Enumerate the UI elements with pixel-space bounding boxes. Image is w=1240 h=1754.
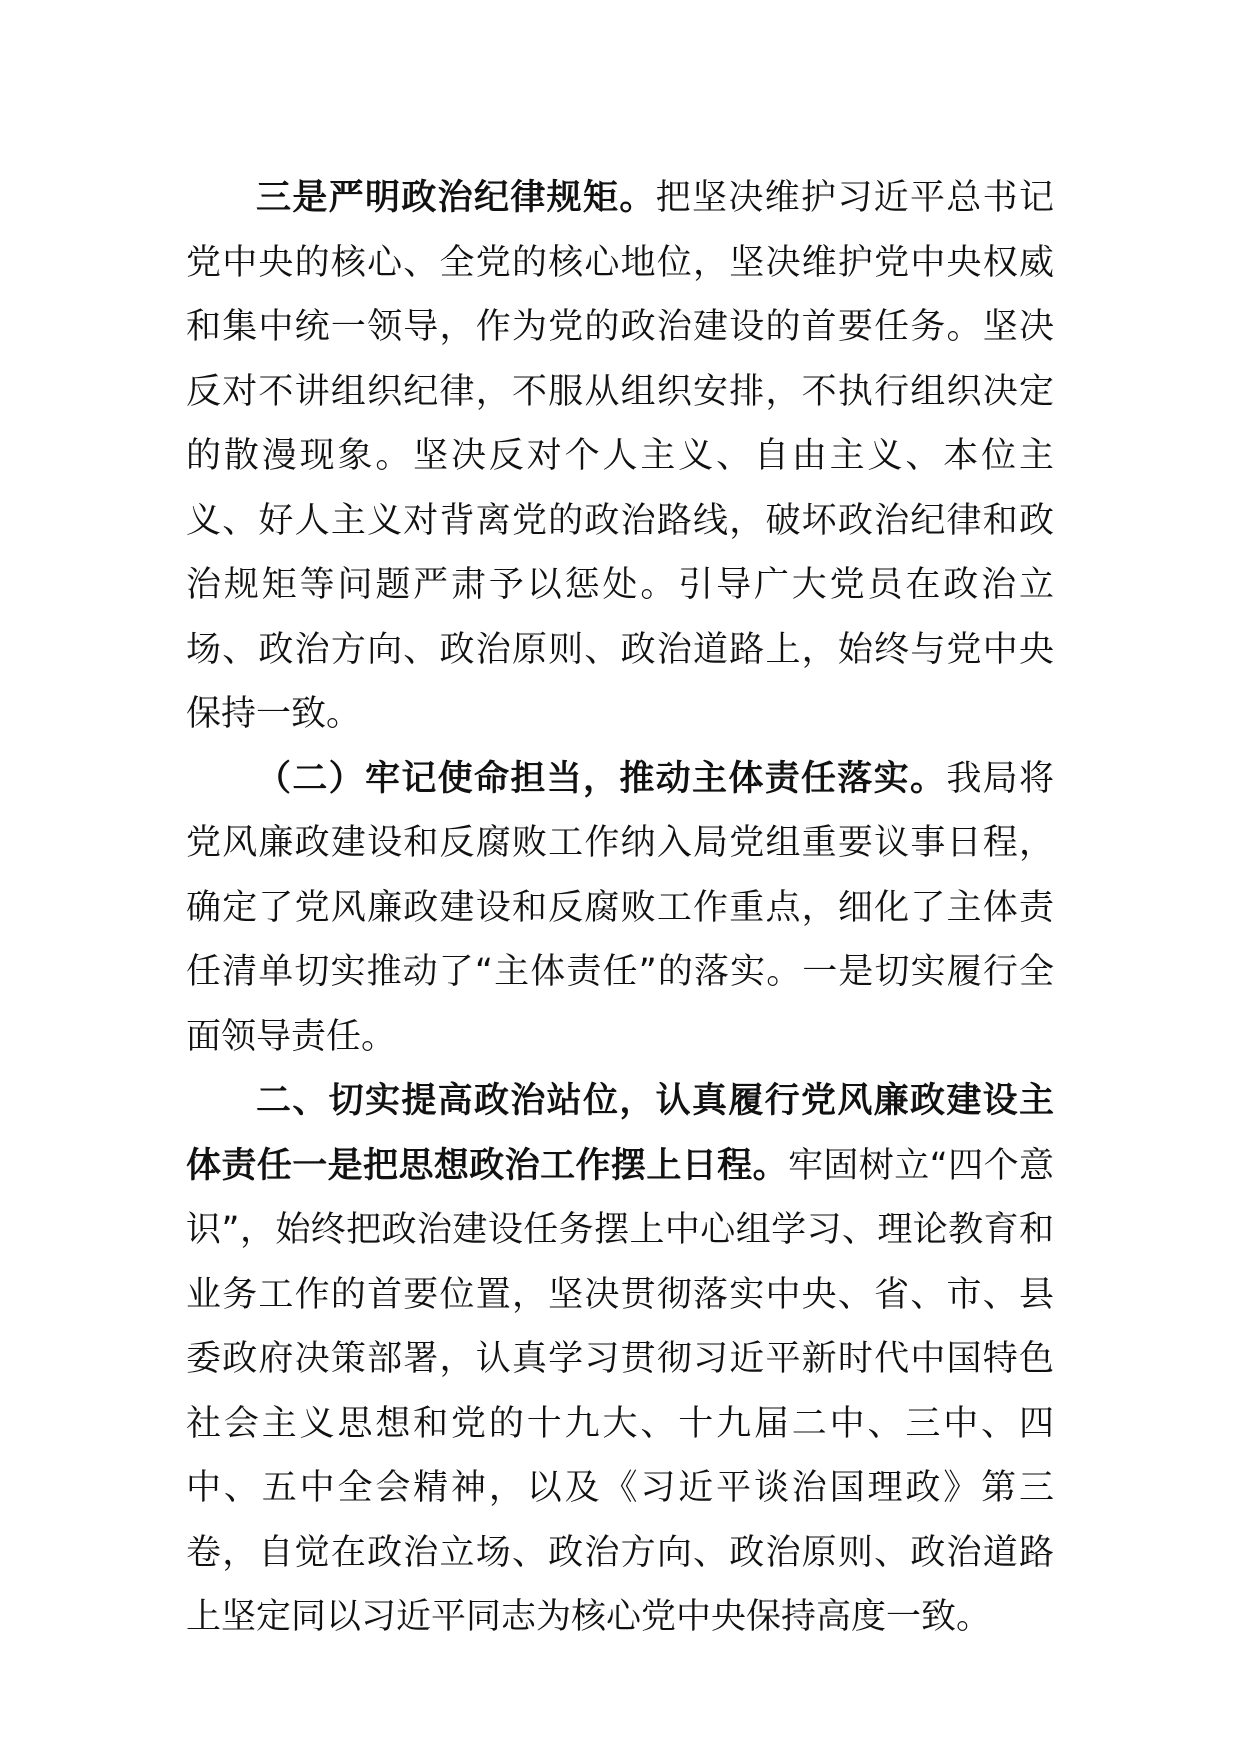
paragraph-mission-responsibility — [186, 747, 1054, 1070]
paragraph-text: 我局将党风廉政建设和反腐败工作纳入局党组重要议事日程，确定了党风廉政建设和反腐败工作重点，细化了主体责任清单切实推动了“主体责任”的落实。一是切实履行全面领导责任。 — [186, 758, 1054, 1057]
document-body — [186, 166, 1054, 1650]
paragraph-heading: （二）牢记使命担当，推动主体责任落实。 — [256, 758, 947, 799]
paragraph-heading: 三是严明政治纪律规矩。 — [256, 178, 656, 218]
paragraph-heading: 二、切实提高政治站位，认真履行党风廉政建设主体责任一是把思想政治工作摆上日程。 — [186, 1081, 1054, 1186]
paragraph-political-standing — [186, 1069, 1054, 1650]
paragraph-text: 把坚决维护习近平总书记党中央的核心、全党的核心地位，坚决维护党中央权威和集中统一领导，作为党的政治建设的首要任务。坚决反对不讲组织纪律，不服从组织安排，不执行组织决定的散漫现象。坚决反对个人主义、自由主义、本位主义、好人主义对背离党的政治路线，破坏政治纪律和政治规矩等问题严肃予以惩处。引导广大党员在政治立场、政治方向、政治原则、政治道路上，始终与党中央保持一致。 — [186, 178, 1054, 734]
paragraph-text: 牢固树立“四个意识”，始终把政治建设任务摆上中心组学习、理论教育和业务工作的首要位置，坚决贯彻落实中央、省、市、县委政府决策部署，认真学习贯彻习近平新时代中国特色社会主义思想和党的十九大、十九届二中、三中、四中、五中全会精神，以及《习近平谈治国理政》第三卷，自觉在政治立场、政治方向、政治原则、政治道路上坚定同以习近平同志为核心党中央保持高度一致。 — [186, 1145, 1054, 1637]
paragraph-discipline-rules — [186, 166, 1054, 747]
